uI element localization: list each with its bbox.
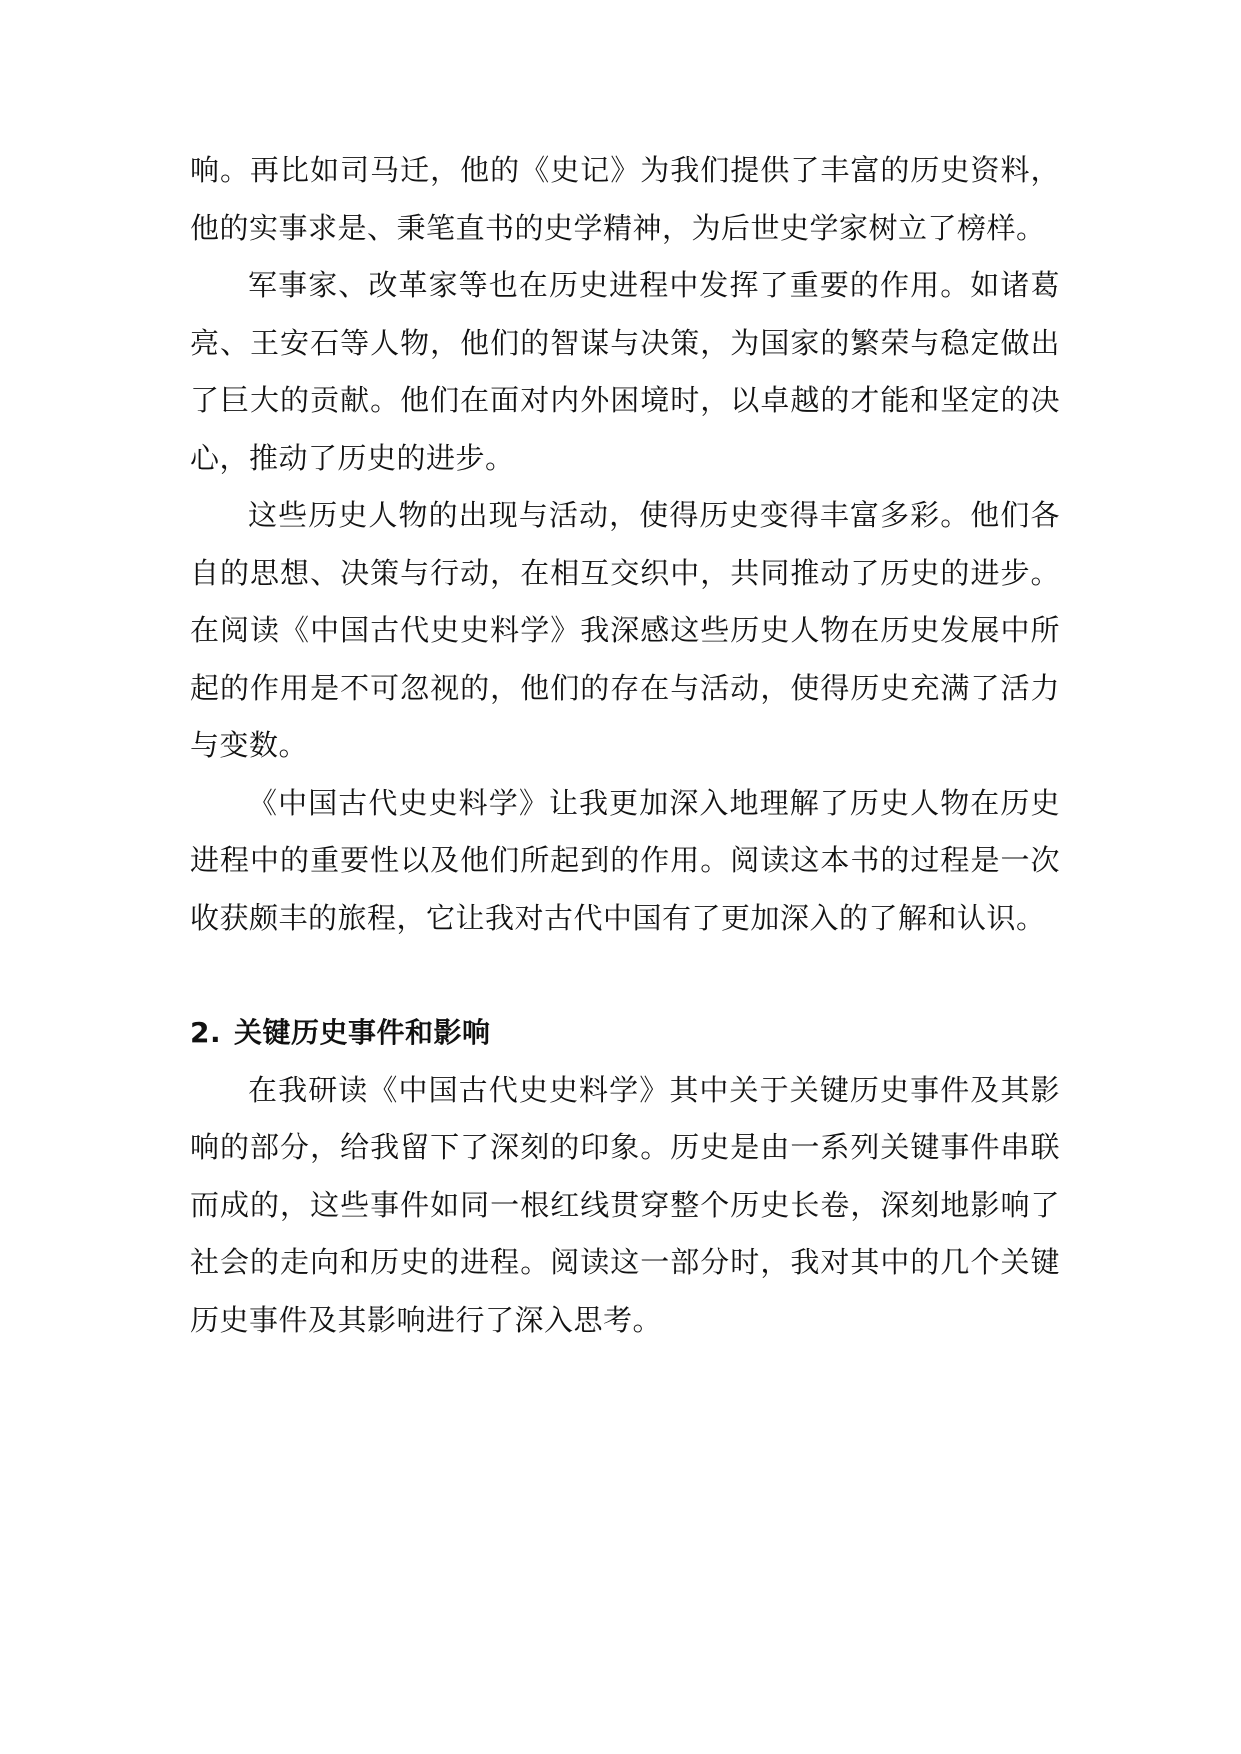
section-heading [190, 1004, 1060, 1062]
paragraph-military-reformers: 军事家、改革家等也在历史进程中发挥了重要的作用。如诸葛亮、王安石等人物，他们的智谋与决策，为国家的繁荣与稳定做出了巨大的贡献。他们在面对内外困境时，以卓越的才能和坚定的决心，推动了历史的进步。 [190, 268, 1060, 475]
section-title: 关键历史事件和影响 [234, 1016, 491, 1049]
paragraph-historical-figures: 这些历史人物的出现与活动，使得历史变得丰富多彩。他们各自的思想、决策与行动，在相互交织中，共同推动了历史的进步。在阅读《中国古代史史料学》我深感这些历史人物在历史发展中所起的作用是不可忽视的，他们的存在与活动，使得历史充满了活力与变数。 [190, 498, 1060, 762]
paragraph-continuation: 响。再比如司马迁，他的《史记》为我们提供了丰富的历史资料，他的实事求是、秉笔直书的史学精神，为后世史学家树立了榜样。 [190, 153, 1060, 245]
section-number: 2. [190, 1016, 222, 1049]
paragraph-key-events: 在我研读《中国古代史史料学》其中关于关键历史事件及其影响的部分，给我留下了深刻的印象。历史是由一系列关键事件串联而成的，这些事件如同一根红线贯穿整个历史长卷，深刻地影响了社会的走向和历史的进程。阅读这一部分时，我对其中的几个关键历史事件及其影响进行了深入思考。 [190, 1072, 1060, 1337]
paragraph-book-summary: 《中国古代史史料学》让我更加深入地理解了历史人物在历史进程中的重要性以及他们所起到的作用。阅读这本书的过程是一次收获颇丰的旅程，它让我对古代中国有了更加深入的了解和认识。 [190, 785, 1060, 935]
document-body [190, 142, 1060, 1349]
